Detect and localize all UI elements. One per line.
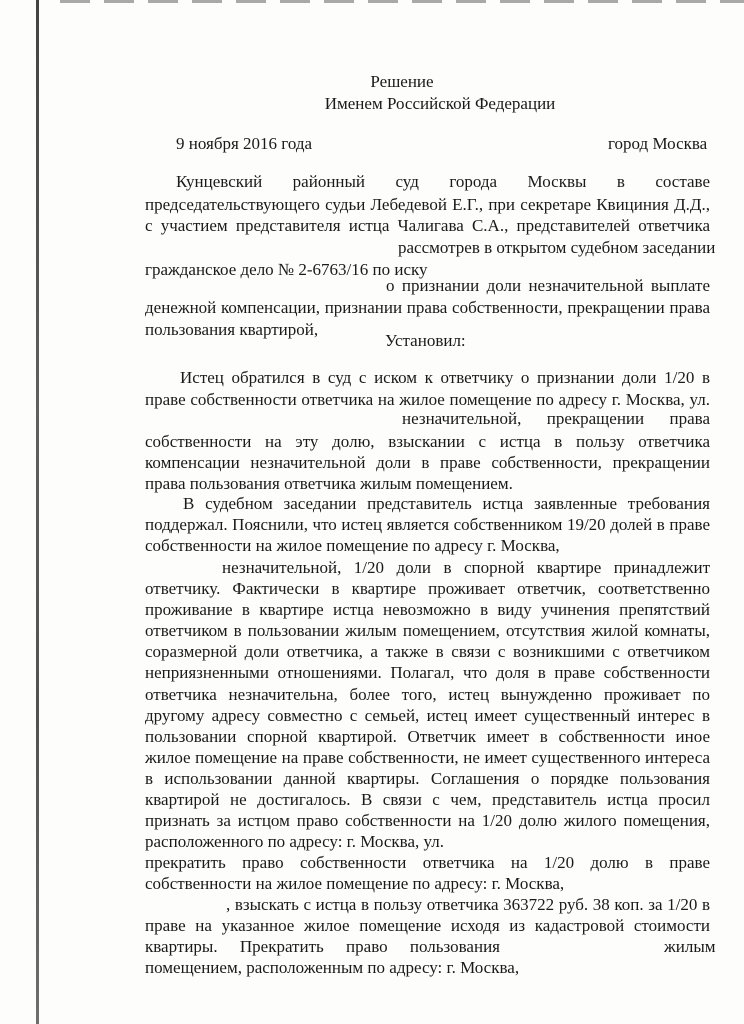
scan-top-shadow <box>60 0 744 3</box>
document-date: 9 ноября 2016 года <box>176 134 313 153</box>
body-line: ответчику. Фактически в квартире проживает ответчик, соответственно <box>145 579 710 598</box>
body-line: ответчика незначительна, более того, истец вынужденно проживает по <box>145 685 710 704</box>
body-line: жилым <box>664 937 716 956</box>
body-line: пользовании спорной квартирой. Ответчик имеет в собственности иное <box>145 727 710 746</box>
body-line: праве на указанное жилое помещение исходя из кадастровой стоимости <box>145 916 710 935</box>
body-line: В судебном заседании представитель истца заявленные требования <box>183 494 710 513</box>
body-line: собственности на жилое помещение по адресу: г. Москва, <box>145 874 565 893</box>
body-line: помещением, расположенным по адресу: г. Москва, <box>145 958 520 977</box>
intro-line: пользования квартирой, <box>145 320 319 339</box>
body-line: Истец обратился в суд с иском к ответчику о признании доли 1/20 в <box>180 368 710 387</box>
body-line: в использовании данной квартиры. Соглашения о порядке пользования <box>145 769 710 788</box>
body-line: незначительной, 1/20 доли в спорной квартире принадлежит <box>222 558 710 577</box>
body-line: жилое помещение на праве собственности, не имеет существенного интереса <box>145 748 710 767</box>
body-line: компенсации незначительной доли в праве собственности, прекращении <box>145 453 710 472</box>
body-line: собственности на жилое помещение по адресу г. Москва, <box>145 536 560 555</box>
intro-line: рассмотрев в открытом судебном заседании <box>398 238 716 257</box>
body-line: прекратить право собственности ответчика на 1/20 долю в праве <box>145 853 710 872</box>
document-subheading: Именем Российской Федерации <box>324 94 556 113</box>
body-line: проживание в квартире истца невозможно в виду учинения препятствий <box>145 600 710 619</box>
scan-edge-shadow <box>36 0 39 1024</box>
intro-line: председательствующего судьи Лебедевой Е.Г., при секретаре Квициния Д.Д., <box>145 195 710 214</box>
document-heading: Решение <box>370 72 434 91</box>
intro-line: Кунцевский районный суд города Москвы в составе <box>176 172 710 191</box>
body-line: ответчиком в пользовании жилым помещением, отсутствия жилой комнаты, <box>145 621 710 640</box>
document-city: город Москва <box>608 134 708 153</box>
intro-line: гражданское дело № 2-6763/16 по иску <box>145 260 428 279</box>
body-line: неприязненными отношениями. Полагал, что доля в праве собственности <box>145 663 710 682</box>
body-line: собственности на эту долю, взыскании с истца в пользу ответчика <box>145 432 710 451</box>
body-line: квартирой не достигалось. В связи с чем, представитель истца просил <box>145 790 710 809</box>
body-line: незначительной, прекращении права <box>402 409 710 428</box>
body-line: праве собственности ответчика на жилое помещение по адресу г. Москва, ул. <box>145 390 710 409</box>
body-line: другому адресу совместно с семьей, истец имеет существенный интерес в <box>145 706 710 725</box>
body-line: соразмерной доли ответчика, а также в связи с возникшими с ответчиком <box>145 642 710 661</box>
body-line: квартиры. Прекратить право пользования <box>145 937 500 956</box>
body-line: признать за истцом право собственности на 1/20 долю жилого помещения, <box>145 811 710 830</box>
intro-line: с участием представителя истца Чалигава С.А., представителей ответчика <box>145 216 710 235</box>
section-heading-established: Установил: <box>385 331 466 350</box>
body-line: поддержал. Пояснили, что истец является собственником 19/20 долей в праве <box>145 515 710 534</box>
body-line: , взыскать с истца в пользу ответчика 363722 руб. 38 коп. за 1/20 в <box>226 895 710 914</box>
body-line: расположенного по адресу: г. Москва, ул. <box>145 832 444 851</box>
intro-line: денежной компенсации, признании права собственности, прекращении права <box>145 298 710 317</box>
body-line: права пользования ответчика жилым помещением. <box>145 474 513 493</box>
intro-line: о признании доли незначительной выплате <box>386 276 710 295</box>
